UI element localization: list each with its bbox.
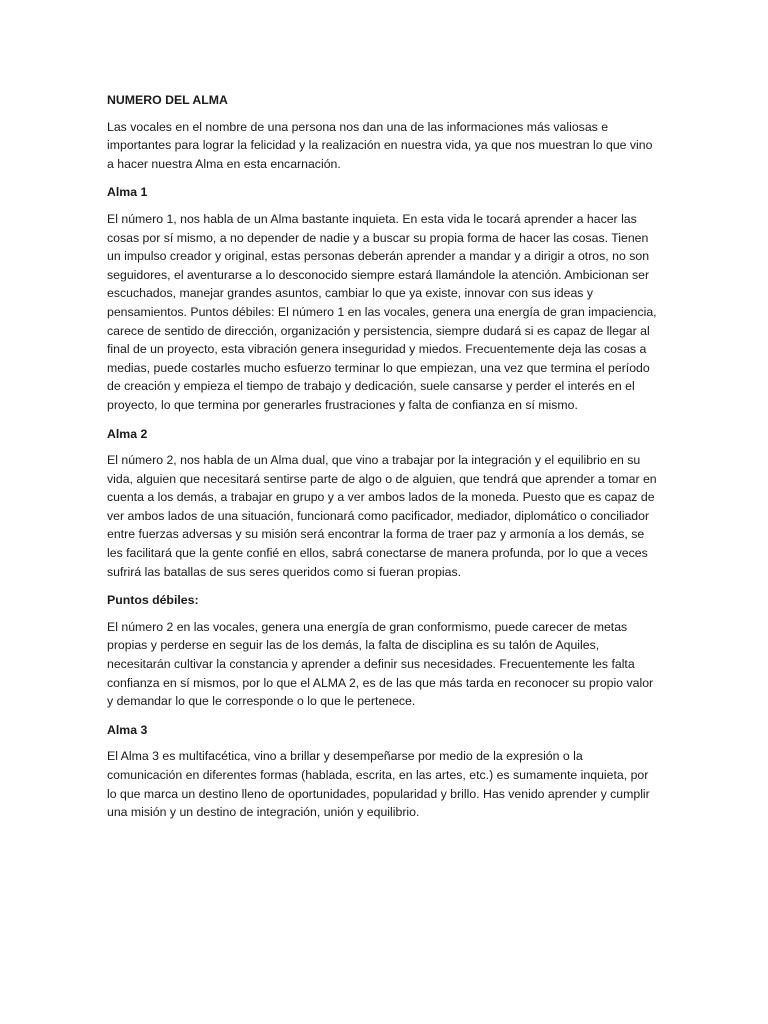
intro-paragraph: Las vocales en el nombre de una persona nos dan una de las informaciones más valiosas e importantes para lograr la felicidad y la realización en nuestra vida, ya que nos muestran lo que vino a hacer nuestra Alma en esta encarnación. (107, 119, 653, 171)
alma1-paragraph: El número 1, nos habla de un Alma bastante inquieta. En esta vida le tocará aprender a hacer las cosas por sí mismo, a no depender de nadie y a buscar su propia forma de hacer las cosas. Tienen un impulso creador y original, estas personas deberán aprender a mandar y a dirigir a otros, no son seguidores, el aventurarse a lo desconocido siempre estará llamándole la atención. Ambicionan ser escuchados, manejar grandes asuntos, cambiar lo que ya existe, innovar con sus ideas y pensamientos. Puntos débiles: El número 1 en las vocales, genera una energía de gran impaciencia, carece de sentido de dirección, organización y persistencia, siempre dudará si es capaz de llegar al final de un proyecto, esta vibración genera inseguridad y miedos. Frecuentemente deja las cosas a medias, puede costarles mucho esfuerzo terminar lo que empiezan, una vez que termina el período de creación y empieza el tiempo de trabajo y dedicación, suele cansarse y perder el interés en el proyecto, lo que termina por generarles frustraciones y falta de confianza en sí mismo. (107, 211, 657, 412)
alma3-paragraph: El Alma 3 es multifacética, vino a brillar y desempeñarse por medio de la expresión o la comunicación en diferentes formas (hablada, escrita, en las artes, etc.) es sumamente inquieta, por lo que marca un destino lleno de oportunidades, popularidad y brillo. Has venido aprender y cumplir una misión y un destino de integración, unión y equilibrio. (107, 749, 650, 820)
document-body (107, 91, 659, 832)
alma2-heading: Alma 2 (107, 426, 148, 441)
weak-points-paragraph: El número 2 en las vocales, genera una energía de gran conformismo, puede carecer de metas propias y perderse en seguir las de los demás, la falta de disciplina es su talón de Aquiles, necesitarán cultivar la constancia y aprender a definir sus necesidades. Frecuentemente les falta confianza en sí mismos, por lo que el ALMA 2, es de las que más tarda en reconocer su propio valor y demandar lo que le corresponde o lo que le pertenece. (107, 619, 654, 709)
alma1-heading: Alma 1 (107, 185, 148, 200)
alma3-heading: Alma 3 (107, 722, 148, 737)
document-title: NUMERO DEL ALMA (107, 93, 228, 107)
alma2-paragraph: El número 2, nos habla de un Alma dual, que vino a trabajar por la integración y el equilibrio en su vida, alguien que necesitará sentirse parte de algo o de alguien, que tendrá que aprender a tomar en cuenta a los demás, a trabajar en grupo y a ver ambos lados de la moneda. Puesto que es capaz de ver ambos lados de una situación, funcionará como pacificador, mediador, diplomático o conciliador entre fuerzas adversas y su misión será encontrar la forma de traer paz y armonía a los demás, se les facilitará que la gente confié en ellos, sabrá conectarse de manera profunda, por lo que a veces sufrirá las batallas de sus seres queridos como si fueran propias. (107, 453, 657, 579)
weak-points-heading: Puntos débiles: (107, 593, 199, 608)
